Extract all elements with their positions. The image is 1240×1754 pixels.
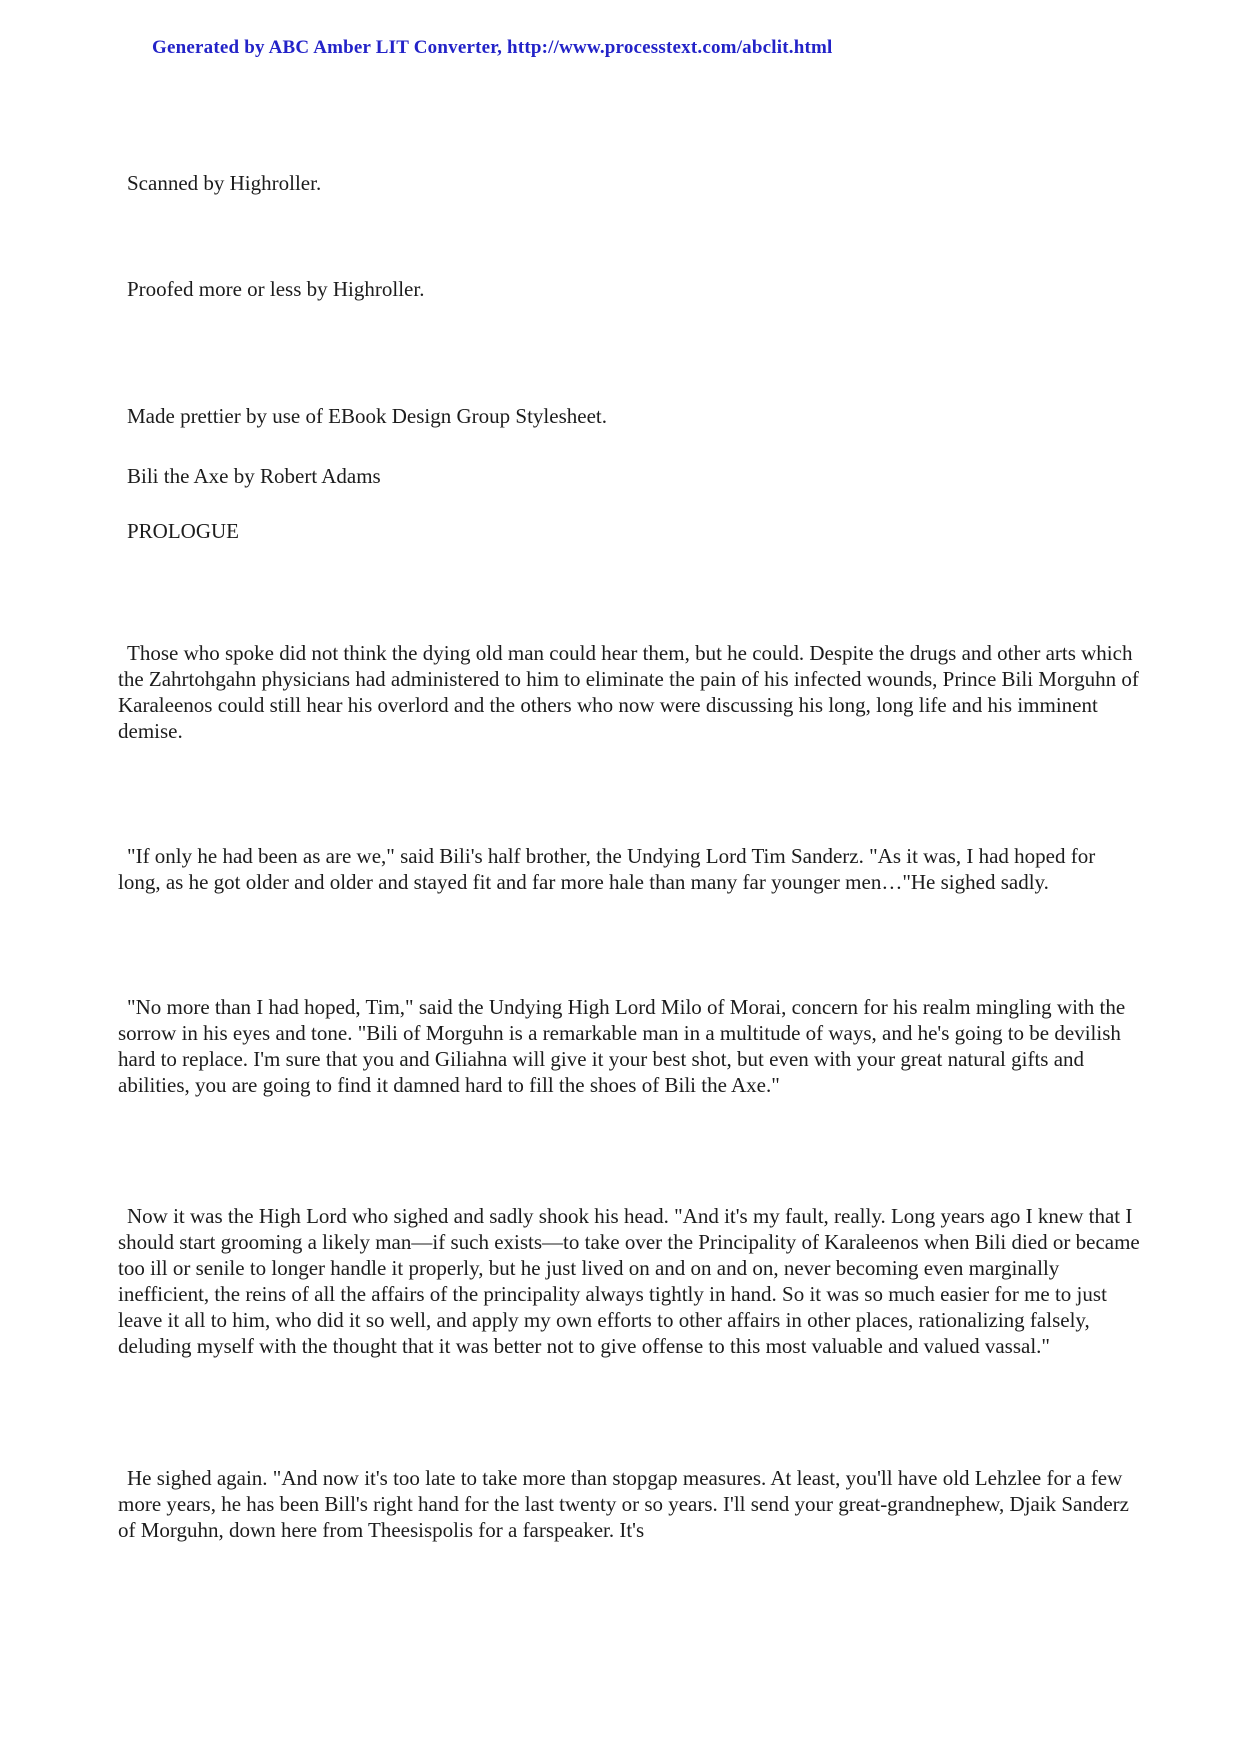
proofed-credit-line: Proofed more or less by Highroller. [127,277,425,301]
stylesheet-credit-line: Made prettier by use of EBook Design Group Stylesheet. [127,404,607,428]
body-paragraph: Those who spoke did not think the dying old man could hear them, but he could. Despite the drugs and other arts which the Zahrtohgahn physicians had administered to him to eliminate the pain of his infected wounds, Prince Bili Morguhn of Karaleenos could still hear his overlord and the others who now were discussing his long, long life and his imminent demise. [118,641,1139,743]
book-title-byline: Bili the Axe by Robert Adams [127,464,381,488]
prologue-heading: PROLOGUE [127,519,240,543]
body-paragraph: Now it was the High Lord who sighed and sadly shook his head. "And it's my fault, really. Long years ago I knew that I should start grooming a likely man—if such exists—to take over the Principality of Karaleenos when Bili died or became too ill or senile to longer handle it properly, but he just lived on and on and on, never becoming even marginally inefficient, the reins of all the affairs of the principality always tightly in hand. So it was so much easier for me to just leave it all to him, who did it so well, and apply my own efforts to other affairs in other places, rationalizing falsely, deluding myself with the thought that it was better not to give offense to this most valuable and valued vassal." [118,1204,1140,1358]
body-paragraph: "No more than I had hoped, Tim," said the Undying High Lord Milo of Morai, concern for his realm mingling with the sorrow in his eyes and tone. "Bili of Morguhn is a remarkable man in a multitude of ways, and he's going to be devilish hard to replace. I'm sure that you and Giliahna will give it your best shot, but even with your great natural gifts and abilities, you are going to find it damned hard to fill the shoes of Bili the Axe." [118,995,1126,1097]
body-paragraph: "If only he had been as are we," said Bili's half brother, the Undying Lord Tim Sanderz. "As it was, I had hoped for long, as he got older and older and stayed fit and far more hale than many far younger men…"He sighed sadly. [118,844,1096,894]
converter-header-link[interactable]: Generated by ABC Amber LIT Converter, http://www.processtext.com/abclit.html [152,37,833,58]
body-paragraph: He sighed again. "And now it's too late to take more than stopgap measures. At least, you'll have old Lehzlee for a few more years, he has been Bill's right hand for the last twenty or so years. I'll send your great-grandnephew, Djaik Sanderz of Morguhn, down here from Theesispolis for a farspeaker. It's [118,1466,1129,1542]
scanned-credit-line: Scanned by Highroller. [127,171,322,195]
